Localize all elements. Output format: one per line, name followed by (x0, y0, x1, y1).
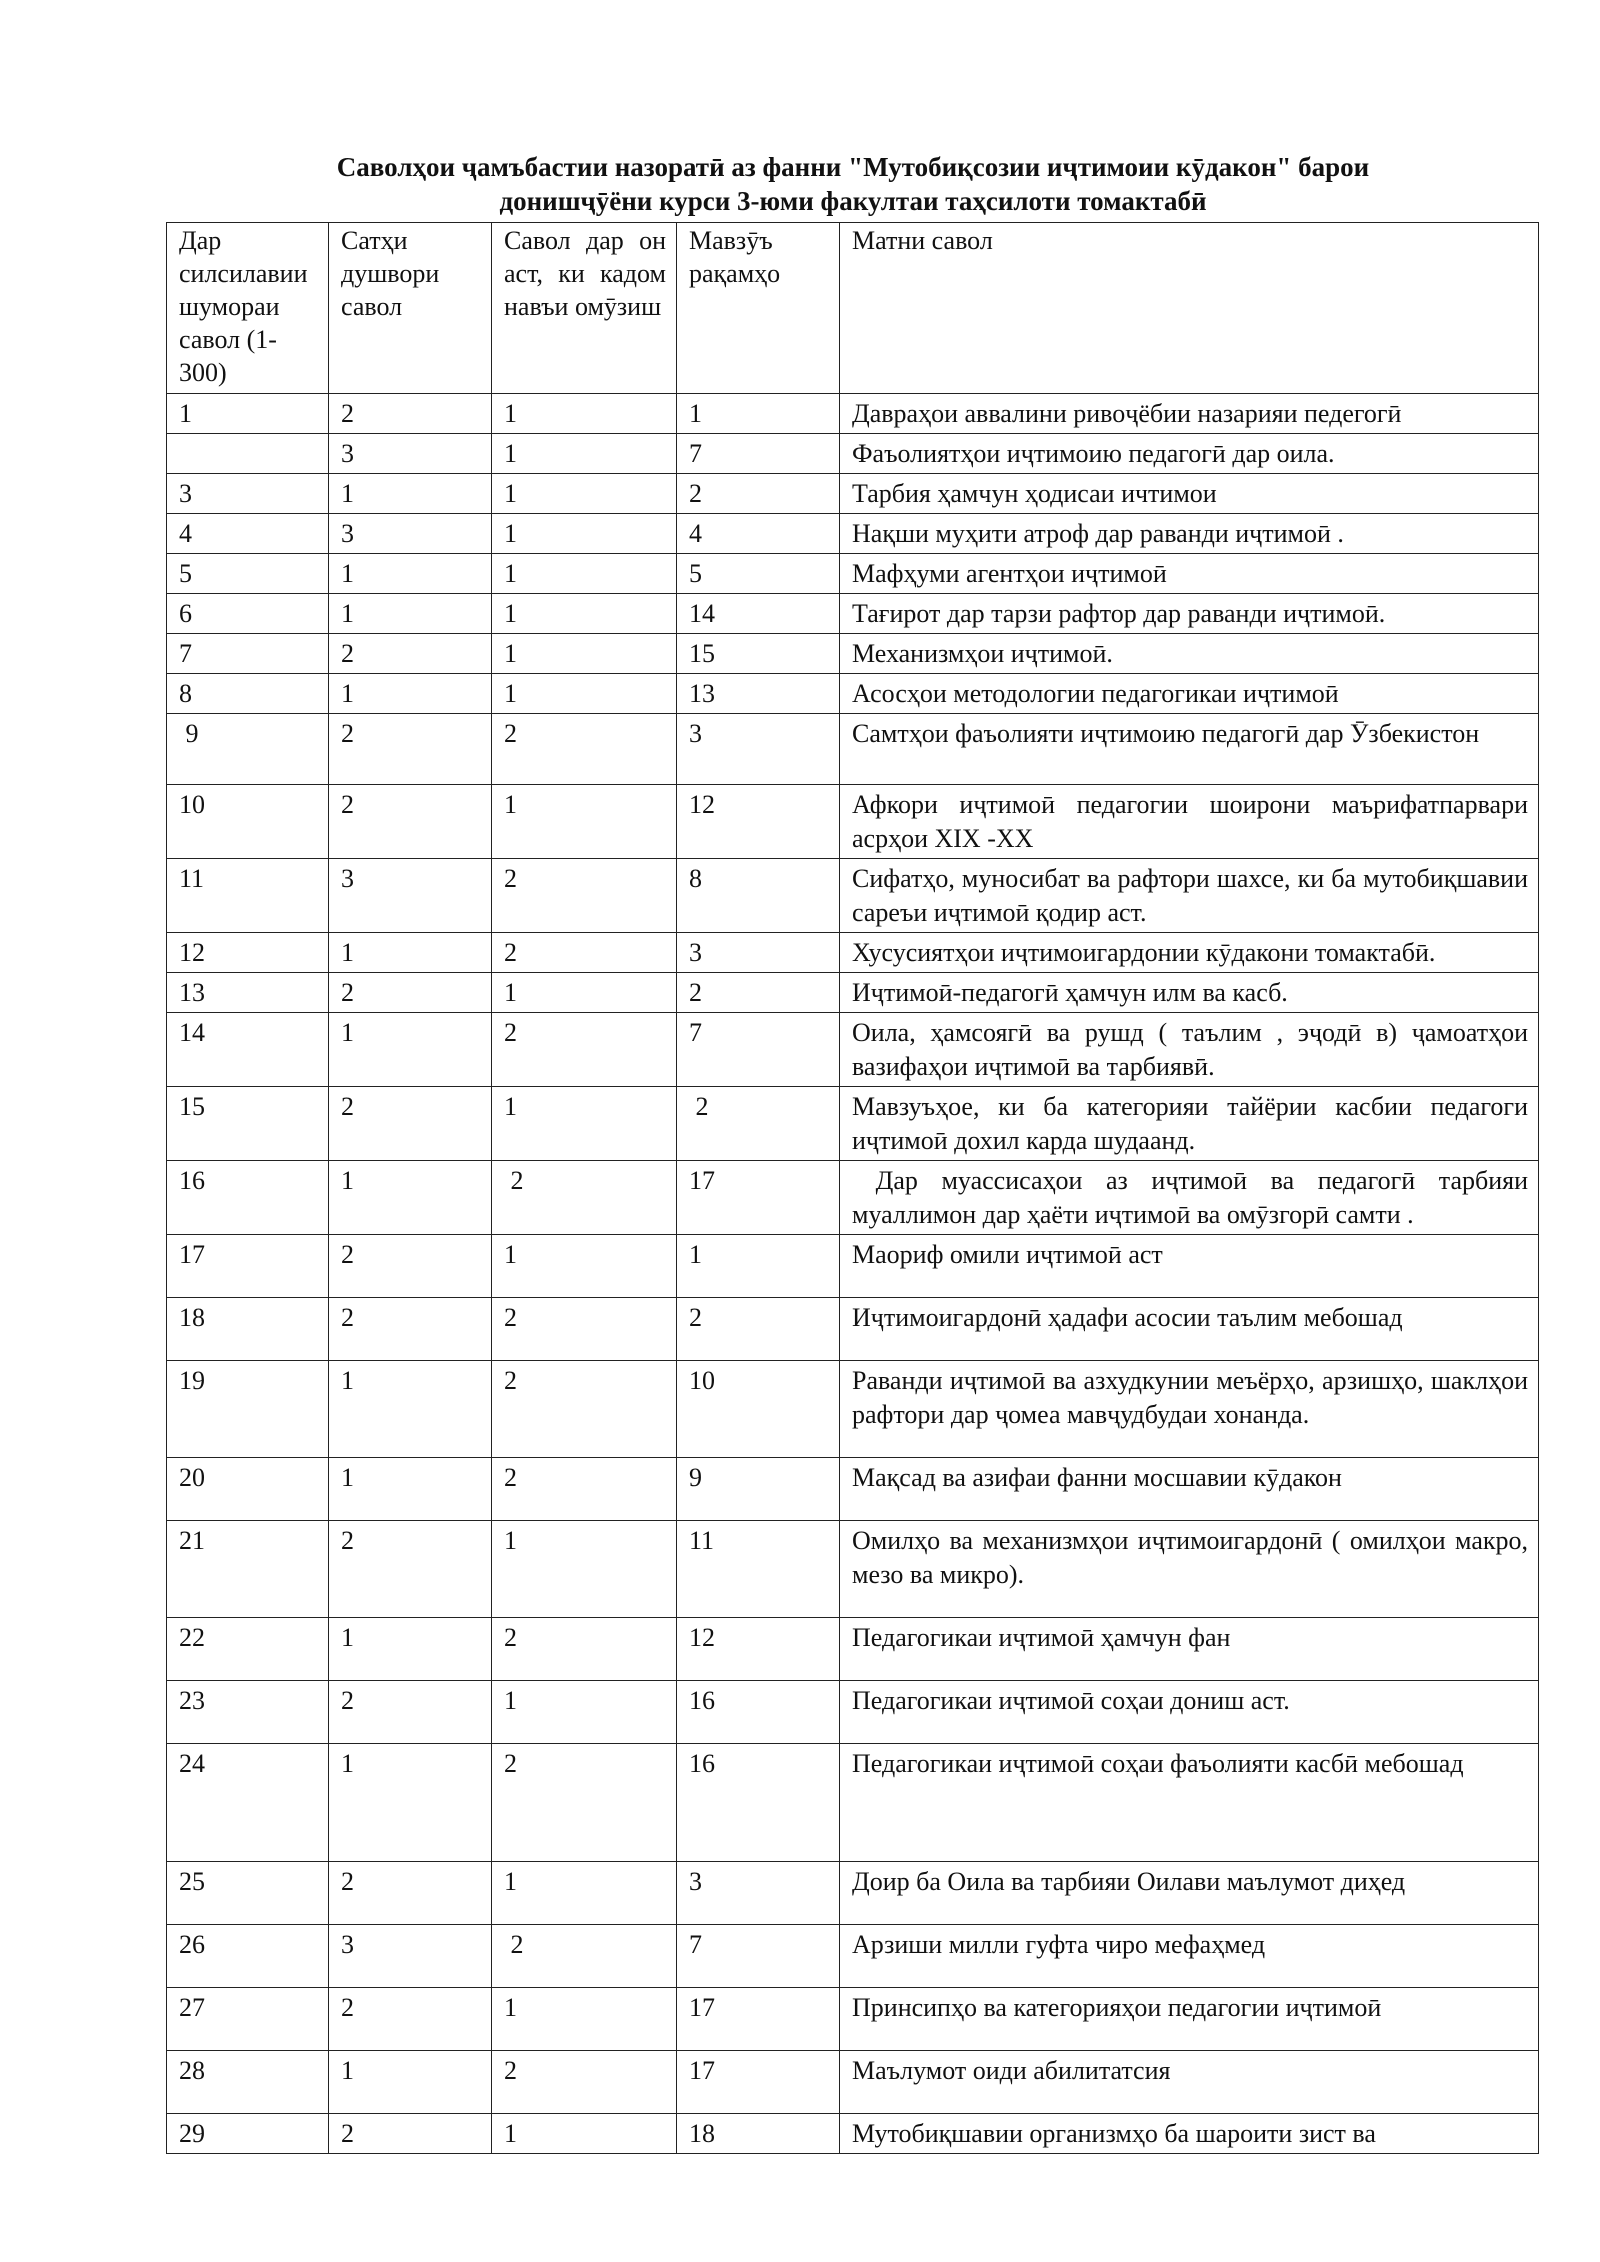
topic-number-cell: 2 (677, 973, 840, 1013)
header-study-type: Савол дар он аст, ки кадом навъи омӯзиш (492, 223, 677, 394)
difficulty-cell: 2 (329, 1087, 492, 1161)
serial-number-cell: 14 (167, 1013, 329, 1087)
difficulty-cell: 1 (329, 674, 492, 714)
question-text-cell: Асосҳои методологии педагогикаи иҷтимоӣ (840, 674, 1539, 714)
study-type-cell: 1 (492, 1988, 677, 2051)
serial-number-cell: 25 (167, 1862, 329, 1925)
question-text-cell: Дар муассисаҳои аз иҷтимоӣ ва педагогӣ тарбияи муаллимон дар ҳаёти иҷтимоӣ ва омӯзгорӣ самти . (840, 1161, 1539, 1235)
table-row (167, 1361, 1539, 1458)
questions-table (166, 222, 1539, 2154)
topic-number-cell: 18 (677, 2114, 840, 2154)
serial-number-cell: 24 (167, 1744, 329, 1862)
difficulty-cell: 1 (329, 594, 492, 634)
topic-number-cell: 15 (677, 634, 840, 674)
topic-number-cell: 7 (677, 1925, 840, 1988)
difficulty-cell: 1 (329, 554, 492, 594)
study-type-cell: 1 (492, 634, 677, 674)
serial-number-cell: 28 (167, 2051, 329, 2114)
serial-number-cell: 22 (167, 1618, 329, 1681)
question-text-cell: Педагогикаи иҷтимоӣ соҳаи фаъолияти касбӣ мебошад (840, 1744, 1539, 1862)
question-text-cell: Нақши муҳити атроф дар раванди иҷтимоӣ . (840, 514, 1539, 554)
table-row (167, 1161, 1539, 1235)
difficulty-cell: 3 (329, 859, 492, 933)
table-row (167, 1087, 1539, 1161)
table-row (167, 859, 1539, 933)
difficulty-cell: 1 (329, 933, 492, 973)
difficulty-cell: 1 (329, 1458, 492, 1521)
study-type-cell: 2 (492, 859, 677, 933)
study-type-cell: 1 (492, 785, 677, 859)
difficulty-cell: 2 (329, 634, 492, 674)
table-row (167, 634, 1539, 674)
question-text-cell: Доир ба Оила ва тарбияи Оилави маълумот диҳед (840, 1862, 1539, 1925)
study-type-cell: 2 (492, 1925, 677, 1988)
study-type-cell: 1 (492, 973, 677, 1013)
table-row (167, 714, 1539, 785)
study-type-cell: 1 (492, 594, 677, 634)
serial-number-cell: 3 (167, 474, 329, 514)
topic-number-cell: 2 (677, 474, 840, 514)
difficulty-cell: 2 (329, 1862, 492, 1925)
difficulty-cell: 2 (329, 1521, 492, 1618)
study-type-cell: 1 (492, 2114, 677, 2154)
table-row (167, 2051, 1539, 2114)
topic-number-cell: 1 (677, 1235, 840, 1298)
header-question-text: Матни савол (840, 223, 1539, 394)
serial-number-cell: 23 (167, 1681, 329, 1744)
difficulty-cell: 2 (329, 1681, 492, 1744)
topic-number-cell: 14 (677, 594, 840, 634)
header-difficulty-level: Сатҳи душвори савол (329, 223, 492, 394)
serial-number-cell: 15 (167, 1087, 329, 1161)
topic-number-cell: 2 (677, 1087, 840, 1161)
serial-number-cell: 16 (167, 1161, 329, 1235)
table-row (167, 1618, 1539, 1681)
question-text-cell: Омилҳо ва механизмҳои иҷтимоигардонӣ ( омилҳои макро, мезо ва микро). (840, 1521, 1539, 1618)
study-type-cell: 1 (492, 1235, 677, 1298)
question-text-cell: Мутобиқшавии организмҳо ба шароити зист ва (840, 2114, 1539, 2154)
study-type-cell: 1 (492, 514, 677, 554)
topic-number-cell: 2 (677, 1298, 840, 1361)
question-text-cell: Иҷтимоӣ-педагогӣ ҳамчун илм ва касб. (840, 973, 1539, 1013)
table-row (167, 594, 1539, 634)
study-type-cell: 2 (492, 1361, 677, 1458)
question-text-cell: Мафҳуми агентҳои иҷтимоӣ (840, 554, 1539, 594)
serial-number-cell: 9 (167, 714, 329, 785)
table-row (167, 2114, 1539, 2154)
table-row (167, 674, 1539, 714)
study-type-cell: 2 (492, 933, 677, 973)
study-type-cell: 1 (492, 1521, 677, 1618)
title-line-2: донишҷӯёни курси 3-юми факултаи таҳсилоти томактабӣ (499, 186, 1207, 216)
document-title (168, 150, 1538, 218)
topic-number-cell: 12 (677, 1618, 840, 1681)
question-text-cell: Тағирот дар тарзи рафтор дар раванди иҷтимоӣ. (840, 594, 1539, 634)
serial-number-cell: 11 (167, 859, 329, 933)
table-row (167, 1013, 1539, 1087)
serial-number-cell: 21 (167, 1521, 329, 1618)
topic-number-cell: 9 (677, 1458, 840, 1521)
study-type-cell: 2 (492, 1013, 677, 1087)
topic-number-cell: 3 (677, 933, 840, 973)
difficulty-cell: 1 (329, 1161, 492, 1235)
study-type-cell: 1 (492, 394, 677, 434)
table-row (167, 933, 1539, 973)
question-text-cell: Самтҳои фаъолияти иҷтимоию педагогӣ дар Ӯзбекистон (840, 714, 1539, 785)
question-text-cell: Оила, ҳамсоягӣ ва рушд ( таълим , эҷодӣ в) ҷамоатҳои вазифаҳои иҷтимоӣ ва тарбиявӣ. (840, 1013, 1539, 1087)
question-text-cell: Мақсад ва азифаи фанни мосшавии кӯдакон (840, 1458, 1539, 1521)
table-row (167, 514, 1539, 554)
study-type-cell: 1 (492, 674, 677, 714)
serial-number-cell: 26 (167, 1925, 329, 1988)
title-line-1: Саволҳои ҷамъбастии назоратӣ аз фанни "Мутобиқсозии иҷтимоии кӯдакон" барои (336, 152, 1370, 182)
question-text-cell: Механизмҳои иҷтимоӣ. (840, 634, 1539, 674)
study-type-cell: 1 (492, 434, 677, 474)
study-type-cell: 2 (492, 714, 677, 785)
serial-number-cell: 6 (167, 594, 329, 634)
topic-number-cell: 7 (677, 1013, 840, 1087)
difficulty-cell: 3 (329, 434, 492, 474)
table-row (167, 1681, 1539, 1744)
serial-number-cell (167, 434, 329, 474)
topic-number-cell: 3 (677, 714, 840, 785)
question-text-cell: Маориф омили иҷтимоӣ аст (840, 1235, 1539, 1298)
difficulty-cell: 2 (329, 394, 492, 434)
difficulty-cell: 2 (329, 1298, 492, 1361)
questions-table-body (167, 394, 1539, 2154)
topic-number-cell: 10 (677, 1361, 840, 1458)
difficulty-cell: 2 (329, 1988, 492, 2051)
topic-number-cell: 4 (677, 514, 840, 554)
difficulty-cell: 1 (329, 2051, 492, 2114)
serial-number-cell: 8 (167, 674, 329, 714)
table-row (167, 1458, 1539, 1521)
serial-number-cell: 18 (167, 1298, 329, 1361)
study-type-cell: 2 (492, 1458, 677, 1521)
serial-number-cell: 13 (167, 973, 329, 1013)
difficulty-cell: 2 (329, 714, 492, 785)
question-text-cell: Принсипҳо ва категорияҳои педагогии иҷтимоӣ (840, 1988, 1539, 2051)
serial-number-cell: 1 (167, 394, 329, 434)
question-text-cell: Тарбия ҳамчун ҳодисаи ичтимои (840, 474, 1539, 514)
study-type-cell: 2 (492, 1161, 677, 1235)
question-text-cell: Арзиши милли гуфта чиро мефаҳмед (840, 1925, 1539, 1988)
table-row (167, 554, 1539, 594)
topic-number-cell: 12 (677, 785, 840, 859)
difficulty-cell: 2 (329, 973, 492, 1013)
question-text-cell: Давраҳои аввалини ривоҷёбии назарияи педегогӣ (840, 394, 1539, 434)
table-row (167, 434, 1539, 474)
difficulty-cell: 1 (329, 1618, 492, 1681)
difficulty-cell: 3 (329, 1925, 492, 1988)
study-type-cell: 1 (492, 1087, 677, 1161)
study-type-cell: 2 (492, 2051, 677, 2114)
question-text-cell: Сифатҳо, муносибат ва рафтори шахсе, ки ба мутобиқшавии сареъи иҷтимоӣ қодир аст. (840, 859, 1539, 933)
serial-number-cell: 19 (167, 1361, 329, 1458)
question-text-cell: Хусусиятҳои иҷтимоигардонии кӯдакони томактабӣ. (840, 933, 1539, 973)
difficulty-cell: 1 (329, 1361, 492, 1458)
topic-number-cell: 1 (677, 394, 840, 434)
serial-number-cell: 20 (167, 1458, 329, 1521)
study-type-cell: 1 (492, 554, 677, 594)
question-text-cell: Маълумот оиди абилитатсия (840, 2051, 1539, 2114)
table-row (167, 1521, 1539, 1618)
topic-number-cell: 11 (677, 1521, 840, 1618)
table-row (167, 973, 1539, 1013)
difficulty-cell: 1 (329, 474, 492, 514)
serial-number-cell: 12 (167, 933, 329, 973)
table-row (167, 1862, 1539, 1925)
serial-number-cell: 29 (167, 2114, 329, 2154)
topic-number-cell: 3 (677, 1862, 840, 1925)
topic-number-cell: 7 (677, 434, 840, 474)
serial-number-cell: 7 (167, 634, 329, 674)
table-row (167, 1744, 1539, 1862)
table-row (167, 1235, 1539, 1298)
study-type-cell: 2 (492, 1744, 677, 1862)
topic-number-cell: 17 (677, 2051, 840, 2114)
difficulty-cell: 2 (329, 785, 492, 859)
header-row (167, 223, 1539, 394)
question-text-cell: Педагогикаи иҷтимоӣ соҳаи дониш аст. (840, 1681, 1539, 1744)
topic-number-cell: 16 (677, 1681, 840, 1744)
topic-number-cell: 17 (677, 1161, 840, 1235)
question-text-cell: Фаъолиятҳои иҷтимоию педагогӣ дар оила. (840, 434, 1539, 474)
table-row (167, 394, 1539, 434)
question-text-cell: Раванди иҷтимоӣ ва азхудкунии меъёрҳо, арзишҳо, шаклҳои рафтори дар ҷомеа мавҷудбудаи хонанда. (840, 1361, 1539, 1458)
difficulty-cell: 1 (329, 1013, 492, 1087)
difficulty-cell: 2 (329, 1235, 492, 1298)
table-row (167, 1925, 1539, 1988)
question-text-cell: Педагогикаи иҷтимоӣ ҳамчун фан (840, 1618, 1539, 1681)
serial-number-cell: 17 (167, 1235, 329, 1298)
table-row (167, 474, 1539, 514)
topic-number-cell: 17 (677, 1988, 840, 2051)
serial-number-cell: 4 (167, 514, 329, 554)
serial-number-cell: 10 (167, 785, 329, 859)
question-text-cell: Афкори иҷтимоӣ педагогии шоирони маърифатпарвари асрҳои XIX -XX (840, 785, 1539, 859)
topic-number-cell: 13 (677, 674, 840, 714)
difficulty-cell: 1 (329, 1744, 492, 1862)
study-type-cell: 2 (492, 1618, 677, 1681)
topic-number-cell: 5 (677, 554, 840, 594)
topic-number-cell: 16 (677, 1744, 840, 1862)
header-serial-number: Дар силсилавии шумораи савол (1-300) (167, 223, 329, 394)
difficulty-cell: 3 (329, 514, 492, 554)
table-row (167, 785, 1539, 859)
table-row (167, 1988, 1539, 2051)
study-type-cell: 1 (492, 474, 677, 514)
question-text-cell: Мавзуъҳое, ки ба категорияи тайёрии касбии педагоги иҷтимоӣ дохил карда шудаанд. (840, 1087, 1539, 1161)
table-row (167, 1298, 1539, 1361)
study-type-cell: 2 (492, 1298, 677, 1361)
topic-number-cell: 8 (677, 859, 840, 933)
study-type-cell: 1 (492, 1681, 677, 1744)
question-text-cell: Иҷтимоигардонӣ ҳадафи асосии таълим мебошад (840, 1298, 1539, 1361)
study-type-cell: 1 (492, 1862, 677, 1925)
difficulty-cell: 2 (329, 2114, 492, 2154)
serial-number-cell: 5 (167, 554, 329, 594)
header-topic-number: Мавзӯъ рақамҳо (677, 223, 840, 394)
serial-number-cell: 27 (167, 1988, 329, 2051)
